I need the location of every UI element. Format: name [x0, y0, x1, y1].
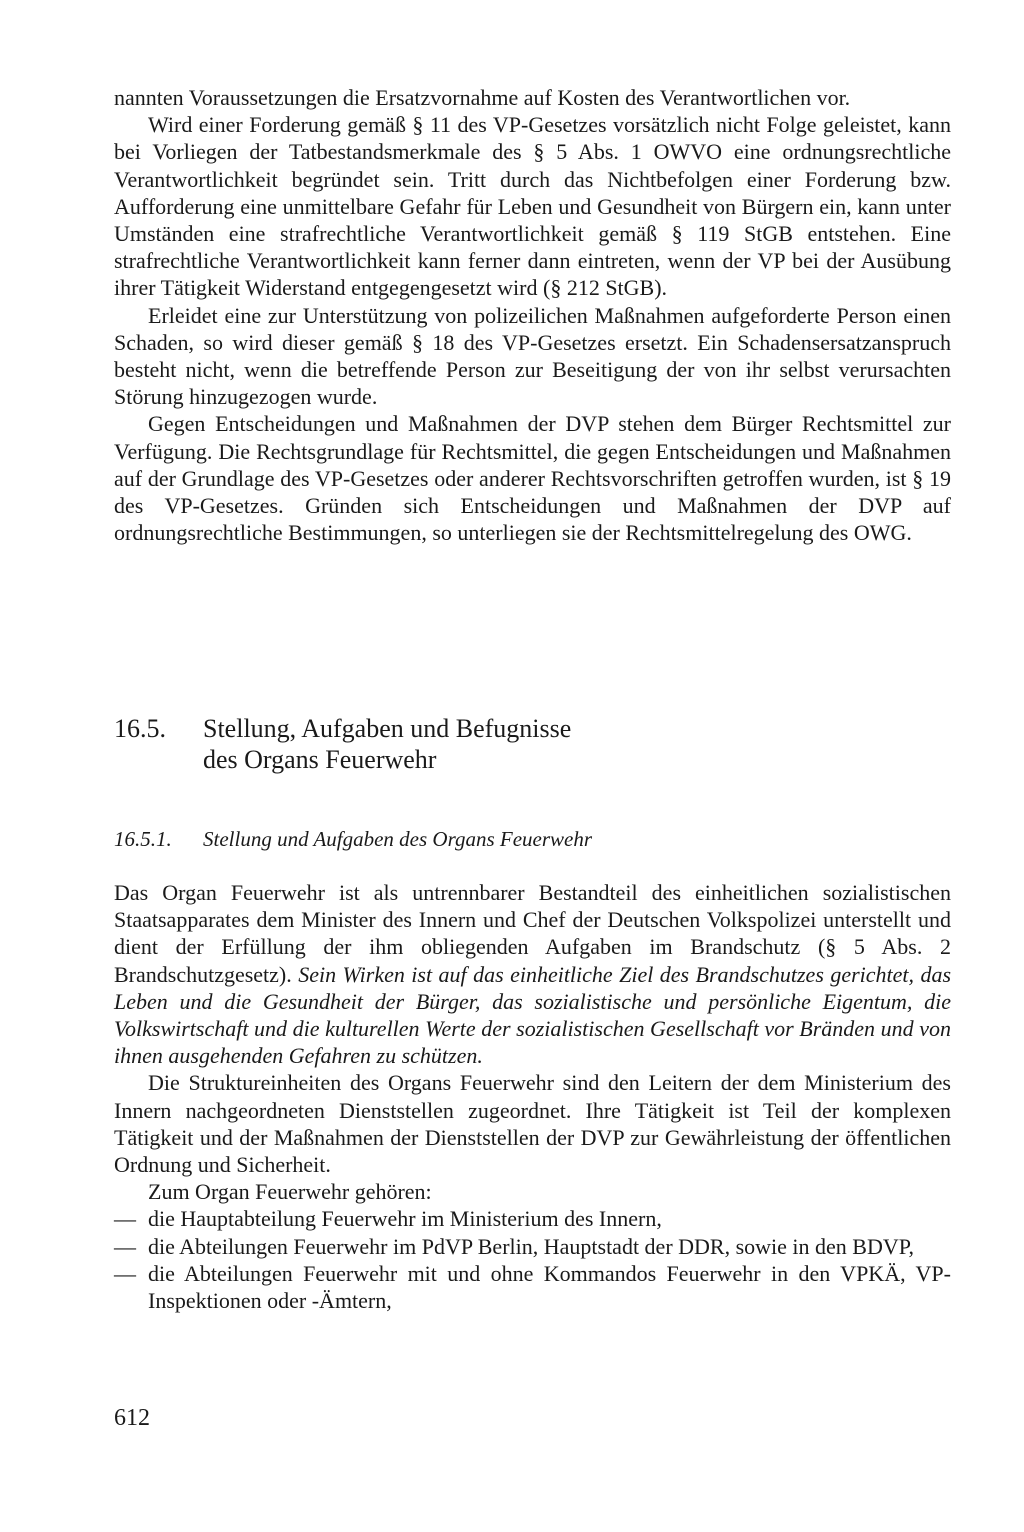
section-title-line-2: des Organs Feuerwehr	[203, 745, 437, 774]
list-item-text: die Abteilungen Feuerwehr im PdVP Berlin, Hauptstadt der DDR, sowie in den BDVP,	[148, 1233, 915, 1259]
list-dash: —	[114, 1233, 136, 1259]
list-item	[114, 1233, 951, 1260]
list-item	[114, 1260, 951, 1314]
body-text-block-2	[114, 879, 951, 1314]
paragraph-forderung: Wird einer Forderung gemäß § 11 des VP-Gesetzes vorsätzlich nicht Folge geleistet, kann bei Vorliegen der Tatbestandsmerkmale des § 5 Abs. 1 OWVO eine ordnungsrechtliche Verantwortlichkeit begründet sein. Tritt durch das Nichtbefolgen einer Forderung bzw. Aufforderung eine unmittelbare Gefahr für Leben und Gesundheit von Bürgern ein, kann unter Umständen eine strafrechtliche Verantwortlichkeit gemäß § 119 StGB entstehen. Eine strafrechtliche Verantwortlichkeit kann ferner dann eintreten, wenn der VP bei der Ausübung ihrer Tätigkeit Widerstand entgegengesetzt wird (§ 212 StGB).	[114, 112, 951, 301]
paragraph-organ-feuerwehr	[114, 879, 951, 1069]
subsection-number: 16.5.1.	[114, 827, 172, 851]
paragraph-list-intro: Zum Organ Feuerwehr gehören:	[148, 1179, 432, 1205]
body-text-block-1	[114, 84, 951, 546]
paragraph-continuation: nannten Voraussetzungen die Ersatzvornahme auf Kosten des Verantwortlichen vor.	[114, 85, 851, 110]
list-dash: —	[114, 1206, 136, 1232]
section-heading	[114, 713, 951, 775]
page-number: 612	[114, 1405, 150, 1431]
paragraph-struktureinheiten: Die Struktureinheiten des Organs Feuerwehr sind den Leitern der dem Ministerium des Innern nachgeordneten Dienststellen zugeordnet. Ihre Tätigkeit ist Teil der komplexen Tätigkeit und der Maßnahmen der Dienststellen der DVP zur Gewährleistung der öffentlichen Ordnung und Sicherheit.	[114, 1070, 951, 1178]
section-title	[203, 713, 951, 775]
organ-list	[114, 1205, 951, 1314]
paragraph-organ-feuerwehr-roman: Das Organ Feuerwehr ist als untrennbarer Bestandteil des einheitlichen sozialistischen Staatsapparates dem Minister des Innern und Chef der Deutschen Volkspolizei unterstellt und dient der Erfüllung der ihm obliegenden Aufgaben im Brandschutz (§ 5 Abs. 2 Brandschutzgesetz).	[114, 880, 951, 987]
paragraph-organ-feuerwehr-italic: Sein Wirken ist auf das einheitliche Ziel des Brandschutzes gerichtet, das Leben und die Gesundheit der Bürger, das sozialistische und persönliche Eigentum, die Volkswirtschaft und die kulturellen Werte der sozialistischen Gesellschaft vor Bränden und von ihnen ausgehenden Gefahren zu schützen.	[114, 961, 952, 1069]
list-item-text: die Hauptabteilung Feuerwehr im Ministerium des Innern,	[148, 1206, 662, 1232]
section-number: 16.5.	[114, 714, 166, 743]
paragraph-rechtsmittel: Gegen Entscheidungen und Maßnahmen der DVP stehen dem Bürger Rechtsmittel zur Verfügung. Die Rechtsgrundlage für Rechtsmittel, die gegen Entscheidungen und Maßnahmen auf der Grundlage des VP-Gesetzes oder anderer Rechtsvorschriften getroffen wurden, ist § 19 des VP-Gesetzes. Gründen sich Entscheidungen und Maßnahmen der DVP auf ordnungsrechtliche Bestimmungen, so unterliegen sie der Rechtsmittelregelung des OWG.	[114, 411, 951, 546]
subsection-title: Stellung und Aufgaben des Organs Feuerwehr	[203, 827, 593, 851]
list-item-text: die Abteilungen Feuerwehr mit und ohne Kommandos Feuerwehr in den VPKÄ, VP-Inspektionen oder -Ämtern,	[148, 1260, 951, 1314]
paragraph-schaden: Erleidet eine zur Unterstützung von polizeilichen Maßnahmen aufgeforderte Person einen Schaden, so wird dieser gemäß § 18 des VP-Gesetzes ersetzt. Ein Schadensersatzanspruch besteht nicht, wenn die betreffende Person zur Beseitigung der von ihr selbst verursachten Störung hinzugezogen wurde.	[114, 302, 951, 410]
section-title-line-1: Stellung, Aufgaben und Befugnisse	[203, 714, 572, 743]
list-item	[114, 1205, 951, 1232]
subsection-heading	[114, 826, 951, 853]
list-dash: —	[114, 1260, 136, 1286]
